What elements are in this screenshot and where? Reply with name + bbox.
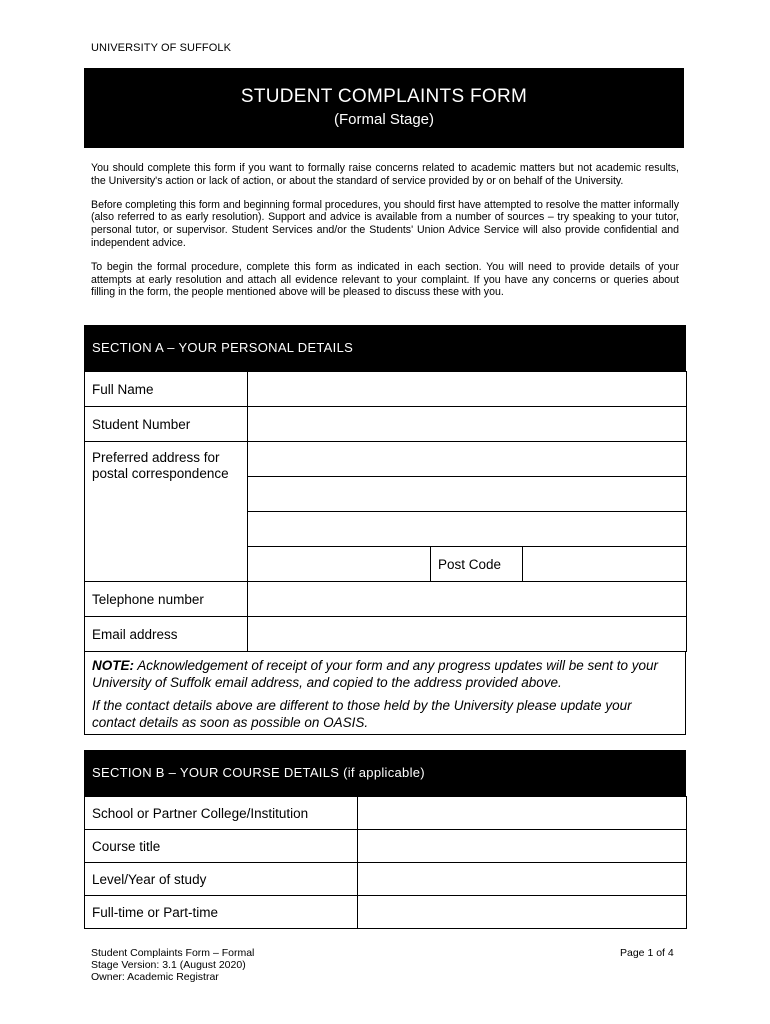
university-name: UNIVERSITY OF SUFFOLK <box>91 42 232 54</box>
footer-line-1: Student Complaints Form – Formal <box>91 947 255 959</box>
footer-line-3: Owner: Academic Registrar <box>91 971 219 983</box>
title-banner <box>84 68 684 148</box>
intro-paragraph-1: You should complete this form if you want to formally raise concerns related to academic matters but not academic results, the University's action or lack of action, or about the standard of service provided by or on behalf of the University. <box>91 162 679 187</box>
form-title: STUDENT COMPLAINTS FORM <box>240 86 528 107</box>
address-line-2-field[interactable] <box>248 477 687 512</box>
intro-paragraph-3: To begin the formal procedure, complete this form as indicated in each section. You will need to provide details of your attempts at early resolution and attach all evidence relevant to your complaint. If you have any concerns or queries about filling in the form, the people mentioned above will be pleased to discuss these with you. <box>91 260 679 299</box>
section-a-heading: SECTION A – YOUR PERSONAL DETAILS <box>84 325 686 371</box>
intro-text <box>91 162 679 310</box>
mode-label: Full-time or Part-time <box>85 896 358 929</box>
course-title-label: Course title <box>85 830 358 863</box>
section-b-heading: SECTION B – YOUR COURSE DETAILS (if applicable) <box>84 750 686 796</box>
personal-details-table <box>84 371 687 652</box>
note-paragraph-1 <box>92 657 677 691</box>
school-label: School or Partner College/Institution <box>85 797 358 830</box>
telephone-label: Telephone number <box>85 582 248 617</box>
post-code-label: Post Code <box>431 547 523 582</box>
mode-field[interactable] <box>358 896 687 929</box>
footer-document-info <box>91 947 254 983</box>
email-label: Email address <box>85 617 248 652</box>
post-code-field[interactable] <box>523 547 687 582</box>
email-field[interactable] <box>248 617 687 652</box>
address-label-line-1: Preferred address for <box>92 450 220 465</box>
telephone-field[interactable] <box>248 582 687 617</box>
address-line-1-field[interactable] <box>248 442 687 477</box>
page-number: Page 1 of 4 <box>620 947 674 959</box>
intro-paragraph-2: Before completing this form and beginning formal procedures, you should first have attempted to resolve the matter informally (also referred to as early resolution). Support and advice is available from a number of sources – try speaking to your tutor, personal tutor, or supervisor. Student Services and/or the Students' Union Advice Service will also provide confidential and independent advice. <box>91 198 679 249</box>
level-label: Level/Year of study <box>85 863 358 896</box>
note-paragraph-2: If the contact details above are different to those held by the University please update your contact details as soon as possible on OASIS. <box>92 698 632 730</box>
address-line-3-field[interactable] <box>248 512 687 547</box>
address-label-line-2: postal correspondence <box>92 466 229 481</box>
course-details-table <box>84 796 687 929</box>
level-field[interactable] <box>358 863 687 896</box>
address-line-4-field[interactable] <box>248 547 431 582</box>
footer-line-2: Stage Version: 3.1 (August 2020) <box>91 959 246 971</box>
student-number-field[interactable] <box>248 407 687 442</box>
address-label <box>85 442 248 582</box>
course-title-field[interactable] <box>358 830 687 863</box>
note-label: NOTE: <box>92 658 134 673</box>
note-text: Acknowledgement of receipt of your form and any progress updates will be sent to your University of Suffolk email address, and copied to the address provided above. <box>92 658 659 690</box>
student-number-label: Student Number <box>85 407 248 442</box>
school-field[interactable] <box>358 797 687 830</box>
form-subtitle: (Formal Stage) <box>333 111 435 128</box>
full-name-label: Full Name <box>85 372 248 407</box>
note-box <box>84 651 686 735</box>
full-name-field[interactable] <box>248 372 687 407</box>
